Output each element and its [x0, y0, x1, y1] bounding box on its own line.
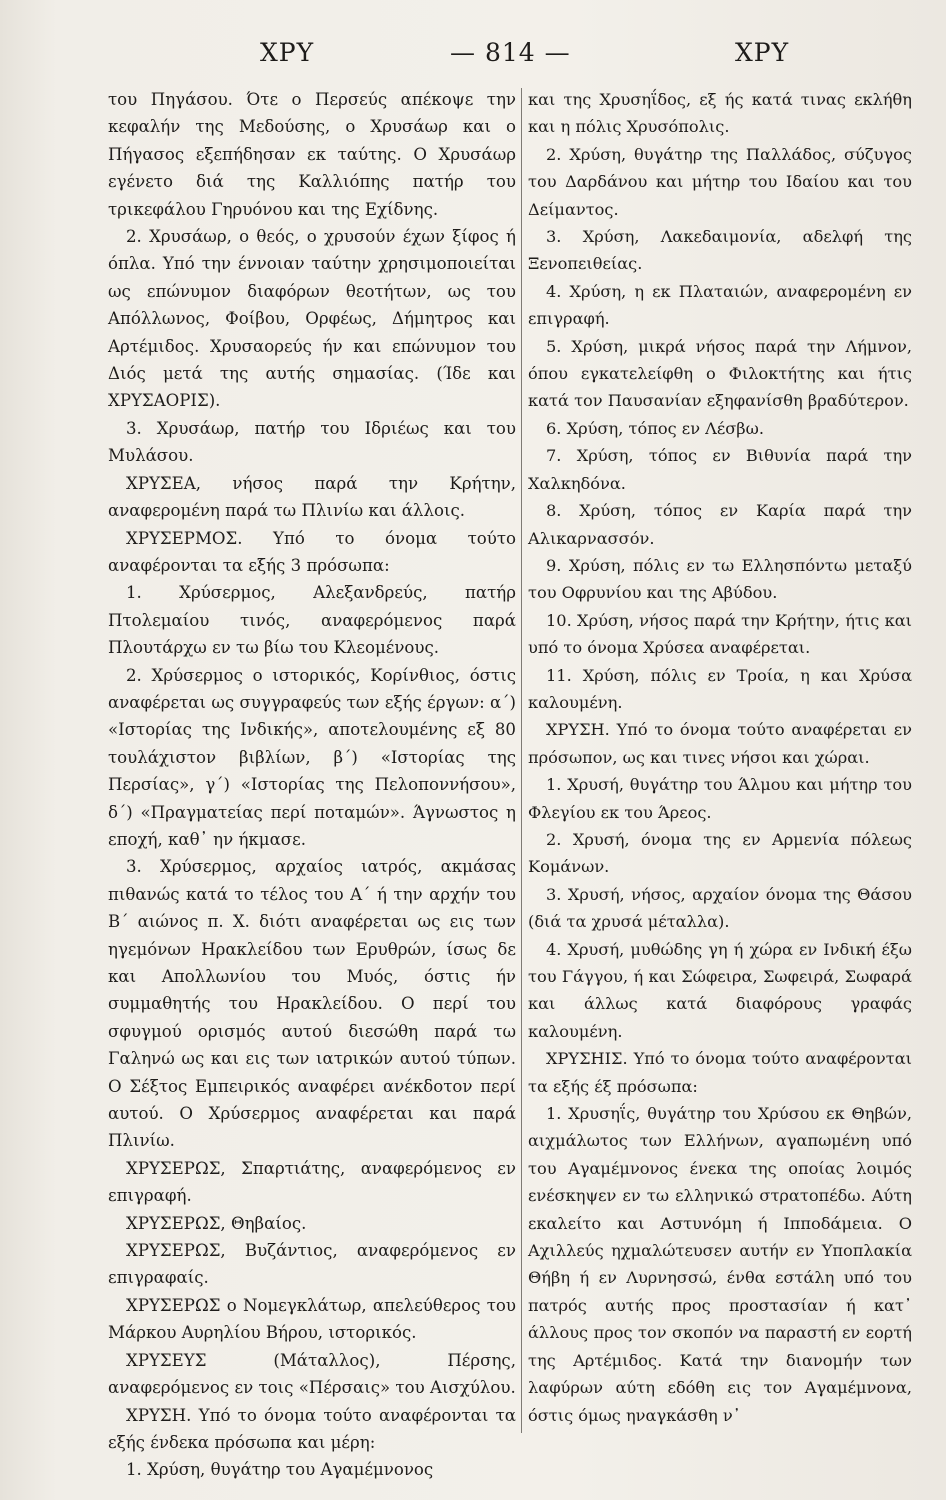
right-column [528, 86, 912, 1429]
entry-paragraph: 3. Χρυσάωρ, πατήρ του Ιδριέως και του Μυλάσου. [108, 418, 516, 466]
entry-paragraph: 10. Χρύση, νήσος παρά την Κρήτην, ήτις και υπό το όνομα Χρύσεα αναφέρεται. [528, 610, 912, 658]
entry-paragraph: 1. Χρυσή, θυγάτηρ του Άλμου και μήτηρ του Φλεγίου εκ του Άρεος. [528, 775, 912, 822]
entry-paragraph: 4. Χρύση, η εκ Πλαταιών, αναφερομένη εν επιγραφή. [528, 281, 912, 329]
header-left-keyword: ΧΡΥ [260, 38, 315, 67]
entry-paragraph: 4. Χρυσή, μυθώδης γη ή χώρα εν Ινδική έξω του Γάγγου, ή και Σώφειρα, Σωφειρά, Σωφαρά και άλλως κατά διαφόρους γραφάς καλουμένη. [528, 939, 912, 1041]
entry-paragraph: 2. Χρυσάωρ, ο θεός, ο χρυσούν έχων ξίφος ή όπλα. Υπό την έννοιαν ταύτην χρησιμοποιείται ως επώνυμον διαφόρων θεοτήτων, ως του Απόλλωνος, Φοίβου, Ορφέως, Δήμητρος και Αρτέμιδος. Χρυσαορεύς ήν και επώνυμον του Διός μετά της αυτής σημασίας. (Ίδε και ΧΡΥΣΑΟΡΙΣ). [108, 227, 516, 411]
entry-paragraph: 1. Χρύση, θυγάτηρ του Αγαμέμνονος [126, 1460, 434, 1480]
entry-paragraph: ΧΡΥΣΕΑ, νήσος παρά την Κρήτην, αναφερομένη παρά τω Πλινίω και άλλοις. [108, 473, 516, 521]
entry-paragraph: ΧΡΥΣΗ. Υπό το όνομα τούτο αναφέρεται εν πρόσωπον, ως και τινες νήσοι και χώραι. [528, 720, 912, 767]
entry-paragraph: ΧΡΥΣΕΡΩΣ ο Νομεγκλάτωρ, απελεύθερος του Μάρκου Αυρηλίου Βήρου, ιστορικός. [108, 1295, 516, 1343]
entry-paragraph: 3. Χρύση, Λακεδαιμονία, αδελφή της Ξενοπειθείας. [528, 227, 912, 274]
entry-paragraph: ΧΡΥΣΕΡΩΣ, Θηβαίος. [126, 1213, 307, 1233]
column-divider [521, 88, 522, 1433]
page-number: — 814 — [450, 38, 571, 67]
entry-paragraph: 6. Χρύση, τόπος εν Λέσβω. [546, 418, 765, 438]
entry-paragraph: ΧΡΥΣΗ. Υπό το όνομα τούτο αναφέρονται τα εξής ένδεκα πρόσωπα και μέρη: [108, 1405, 516, 1452]
entry-paragraph: 11. Χρύση, πόλις εν Τροία, η και Χρύσα καλουμένη. [528, 665, 912, 712]
entry-paragraph: 5. Χρύση, μικρά νήσος παρά την Λήμνον, όπου εγκατελείφθη ο Φιλοκτήτης και ήτις κατά τον Παυσανίαν εξηφανίσθη βραδύτερον. [528, 336, 912, 411]
entry-paragraph: 2. Χρύσερμος ο ιστορικός, Κορίνθιος, όστις αναφέρεται ως συγγραφεύς των εξής έργων: α΄) «Ιστορίας της Ινδικής», αποτελουμένης εξ 80 τουλάχιστον βιβλίων, β΄) «Ιστορίας της Περσίας», γ΄) «Ιστορίας της Πελοποννήσου», δ΄) «Πραγματείας περί ποταμών». Άγνωστος η εποχή, καθ᾽ ην ήκμασε. [108, 665, 516, 849]
running-header [95, 38, 855, 74]
entry-paragraph: ΧΡΥΣΕΡΜΟΣ. Υπό το όνομα τούτο αναφέρονται τα εξής 3 πρόσωπα: [108, 528, 516, 575]
entry-paragraph: ΧΡΥΣΕΡΩΣ, Σπαρτιάτης, αναφερόμενος εν επιγραφή. [108, 1158, 516, 1206]
entry-paragraph: και της Χρυσηΐδος, εξ ής κατά τινας εκλήθη και η πόλις Χρυσόπολις. [528, 90, 912, 137]
entry-paragraph: 3. Χρύσερμος, αρχαίος ιατρός, ακμάσας πιθανώς κατά το τέλος του Α΄ ή την αρχήν του Β΄ αιώνος π. Χ. διότι αναφέρεται ως εις των ηγεμόνων Ηρακλείδου των Ερυθρών, ίσως δε και Απολλωνίου του Μυός, όστις ήν συμμαθητής του Ηρακλείδου. Ο περί του σφυγμού ορισμός αυτού διεσώθη παρά τω Γαληνώ ως και εις των ιατρικών αυτού τύπων. Ο Σέξτος Εμπειρικός αναφέρει ανέκδοτον περί αυτού. Ο Χρύσερμος αναφέρεται και παρά Πλινίω. [108, 857, 516, 1151]
entry-paragraph: του Πηγάσου. Ότε ο Περσεύς απέκοψε την κεφαλήν της Μεδούσης, ο Χρυσάωρ και ο Πήγασος εξεπήδησαν εκ ταύτης. Ο Χρυσάωρ εγένετο διά της Καλλιόπης πατήρ του τρικεφάλου Γηρυόνου και της Εχίδνης. [108, 90, 516, 219]
header-right-keyword: ΧΡΥ [735, 38, 790, 67]
entry-paragraph: 7. Χρύση, τόπος εν Βιθυνία παρά την Χαλκηδόνα. [528, 446, 912, 493]
entry-paragraph: 1. Χρύσερμος, Αλεξανδρεύς, πατήρ Πτολεμαίου τινός, αναφερόμενος παρά Πλουτάρχω εν τω βίω του Κλεομένους. [108, 583, 516, 658]
left-column [108, 86, 516, 1484]
entry-paragraph: 2. Χρυσή, όνομα της εν Αρμενία πόλεως Κομάνων. [528, 829, 912, 877]
entry-paragraph: ΧΡΥΣΗΙΣ. Υπό το όνομα τούτο αναφέρονται τα εξής έξ πρόσωπα: [528, 1049, 912, 1096]
entry-paragraph: 2. Χρύση, θυγάτηρ της Παλλάδος, σύζυγος του Δαρδάνου και μήτηρ του Ιδαίου και του Δείμαντος. [528, 144, 912, 219]
entry-paragraph: 9. Χρύση, πόλις εν τω Ελλησπόντω μεταξύ του Οφρυνίου και της Αβύδου. [528, 555, 912, 603]
entry-paragraph: 3. Χρυσή, νήσος, αρχαίον όνομα της Θάσου (διά τα χρυσά μέταλλα). [528, 884, 912, 932]
entry-paragraph: 1. Χρυσηΐς, θυγάτηρ του Χρύσου εκ Θηβών, αιχμάλωτος των Ελλήνων, αγαπωμένη υπό του Αγαμέμνονος ένεκα της οποίας λοιμός ενέσκηψεν εν τω ελληνικώ στρατοπέδω. Αύτη εκαλείτο και Αστυνόμη ή Ιπποδάμεια. Ο Αχιλλεύς ηχμαλώτευσεν αυτήν εν Υποπλακία Θήβη ή εν Λυρνησσώ, ένθα εστάλη υπό του πατρός αυτής προς προστασίαν ή κατ᾽ άλλους προς τον σκοπόν να παραστή εν εορτή της Αρτέμιδος. Κατά την διανομήν των λαφύρων αύτη εδόθη εις τον Αγαμέμνονα, όστις όμως ηναγκάσθη ν᾽ [528, 1104, 912, 1425]
entry-paragraph: ΧΡΥΣΕΥΣ (Μάταλλος), Πέρσης, αναφερόμενος εν τοις «Πέρσαις» του Αισχύλου. [108, 1350, 516, 1398]
entry-paragraph: ΧΡΥΣΕΡΩΣ, Βυζάντιος, αναφερόμενος εν επιγραφαίς. [108, 1241, 516, 1288]
entry-paragraph: 8. Χρύση, τόπος εν Καρία παρά την Αλικαρνασσόν. [528, 501, 912, 548]
